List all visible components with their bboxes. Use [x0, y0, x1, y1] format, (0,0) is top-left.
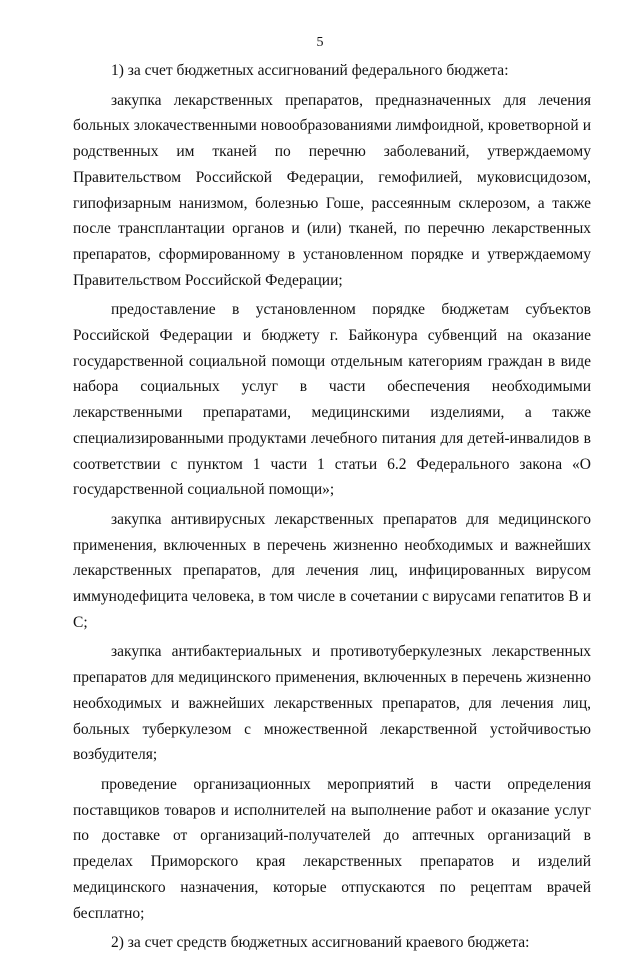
paragraph-federal-budget-heading: 1) за счет бюджетных ассигнований федерального бюджета: [111, 62, 509, 79]
paragraph-antiviral-procurement: закупка антивирусных лекарственных препаратов для медицинского применения, включенных в перечень жизненно необходимых и важнейших лекарственных препаратов, для лечения лиц, инфицированных вирусом иммунодефицита человека, в том числе в сочетании с вирусами гепатитов В и С; [73, 510, 591, 631]
paragraph-regional-budget-heading: 2) за счет средств бюджетных ассигнований краевого бюджета: [111, 934, 530, 952]
paragraph-subventions: предоставление в установленном порядке бюджетам субъектов Российской Федерации и бюджету г. Байконура субвенций на оказание государственной социальной помощи отдельным категориям граждан в виде набора социальных услуг в части обеспечения необходимыми лекарственными препаратами, медицинскими изделиями, а также специализированными продуктами лечебного питания для детей-инвалидов в соответствии с пунктом 1 части 1 статьи 6.2 Федерального закона «О государственной социальной помощи»; [73, 301, 591, 499]
document-body [73, 58, 591, 956]
paragraph-organizational-measures: проведение организационных мероприятий в части определения поставщиков товаров и исполнителей на выполнение работ и оказание услуг по доставке от организаций-получателей до аптечных организаций в пределах Приморского края лекарственных препаратов и изделий медицинского назначения, которые отпускаются по рецептам врачей бесплатно; [73, 775, 591, 922]
paragraph-drug-procurement: закупка лекарственных препаратов, предназначенных для лечения больных злокачественными новообразованиями лимфоидной, кроветворной и родственных им тканей по перечню заболеваний, утверждаемому Правительством Российской Федерации, гемофилией, муковисцидозом, гипофизарным нанизмом, болезнью Гоше, рассеянным склерозом, а также после трансплантации органов и (или) тканей, по перечню лекарственных препаратов, сформированному в установленном порядке и утверждаемому Правительством Российской Федерации; [73, 91, 591, 289]
paragraph-antibacterial-procurement: закупка антибактериальных и противотуберкулезных лекарственных препаратов для медицинского применения, включенных в перечень жизненно необходимых и важнейших лекарственных препаратов, для лечения лиц, больных туберкулезом с множественной лекарственной устойчивостью возбудителя; [73, 643, 591, 764]
page-number: 5 [316, 35, 324, 50]
